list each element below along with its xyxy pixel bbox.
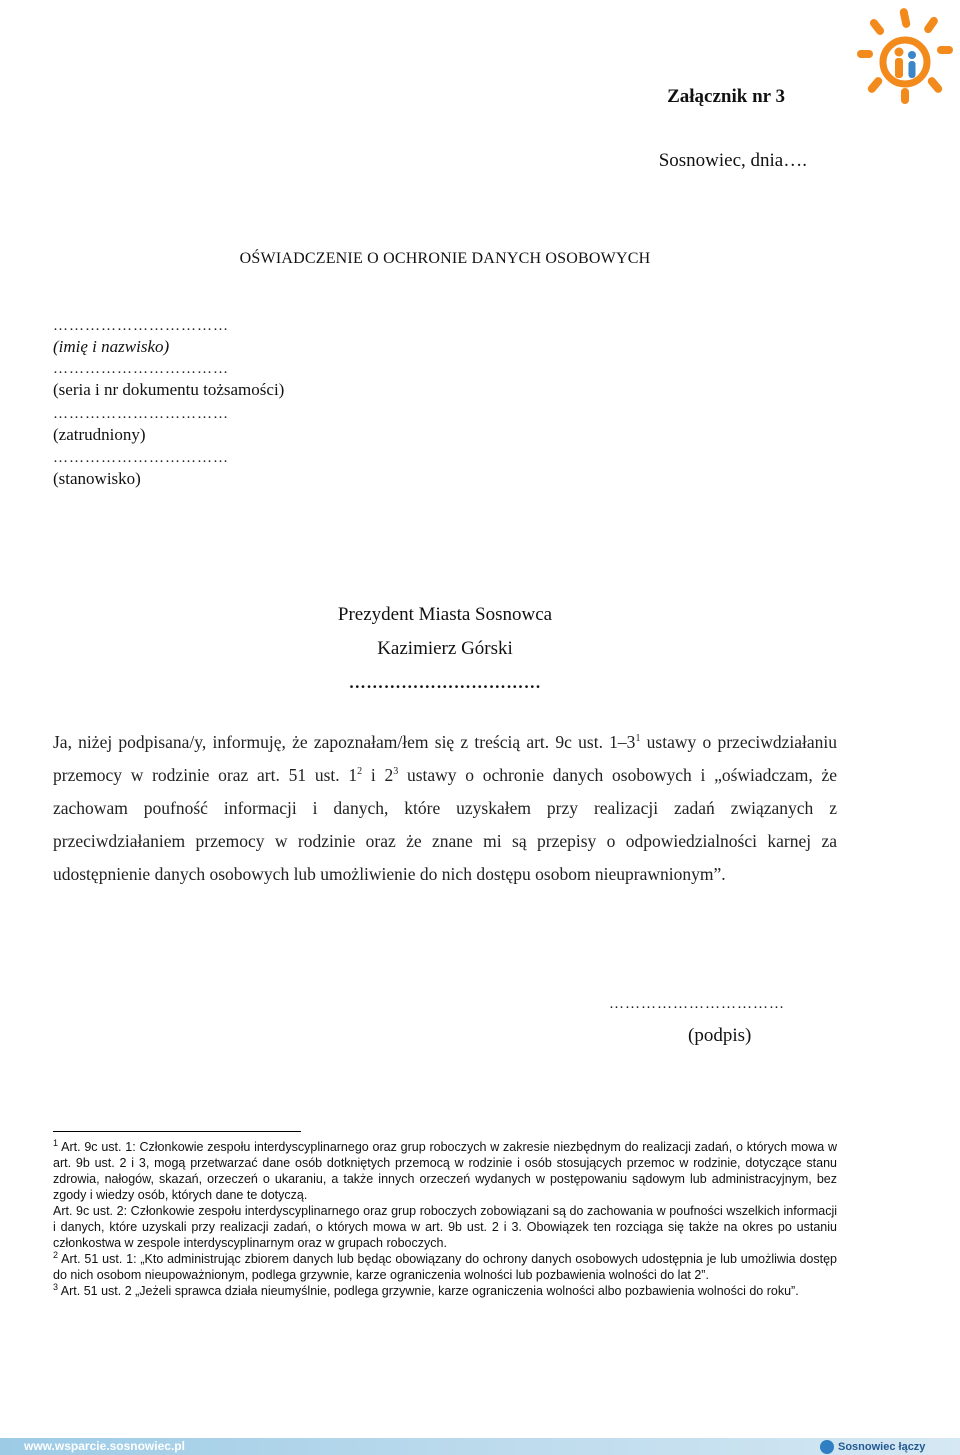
declaration-text-1: Ja, niżej podpisana/y, informuję, że zapoznałam/łem się z treścią art. 9c ust. 1–3: [53, 732, 636, 752]
name-caption: (imię i nazwisko): [53, 337, 170, 356]
recipient-dots: ……………………………: [348, 673, 542, 692]
declaration-text-2: ustawy o przeciwdziałaniu przemocy w rodzinie oraz art. 51 ust. 1: [53, 732, 837, 785]
position-dots[interactable]: ……………………………: [53, 450, 229, 466]
id-document-dots[interactable]: ……………………………: [53, 361, 229, 377]
footnote-3-number: 3: [53, 1281, 59, 1292]
footnote-2-text: Art. 51 ust. 1: „Kto administrując zbiorem danych lub będąc obowiązany do ochrony danych osobowych udostępnia je lub umożliwia dostęp do nich osobom nieupoważnionym, podlega grzywnie, karze ograniczenia wolności lub pozbawienia wolności do lat 2”.: [53, 1252, 837, 1282]
footnote-separator: [53, 1131, 301, 1132]
attachment-label: Załącznik nr 3: [667, 86, 785, 107]
footnote-3: [53, 1283, 837, 1299]
sun-with-figures-logo: [855, 6, 955, 106]
recipient-title: Prezydent Miasta Sosnowca: [337, 604, 553, 625]
city-brand-icon: [820, 1440, 834, 1454]
signature-label: (podpis): [688, 1025, 752, 1046]
footnote-ref-2: 2: [357, 766, 363, 778]
employer-caption: (zatrudniony): [53, 425, 146, 444]
employer-dots[interactable]: ……………………………: [53, 406, 229, 422]
name-dots[interactable]: ……………………………: [53, 318, 229, 334]
position-caption: (stanowisko): [53, 469, 141, 488]
footnote-ref-1: 1: [635, 733, 641, 745]
declaration-text-3: i 2: [362, 765, 394, 785]
footnote-3-text: Art. 51 ust. 2 „Jeżeli sprawca działa nieumyślnie, podlega grzywnie, karze ograniczenia wolności albo pozbawienia wolności do roku”.: [58, 1284, 799, 1298]
footnote-1: [53, 1139, 837, 1203]
footer-brand: [820, 1438, 925, 1455]
id-document-caption: (seria i nr dokumentu tożsamości): [53, 380, 285, 399]
footnotes: [53, 1139, 837, 1299]
declaration-text-4: ustawy o ochronie danych osobowych i „oświadczam, że zachowam poufność informacji i danych, które uzyskałem przy realizacji zadań związanych z przeciwdziałaniem przemocy w rodzinie oraz że znane mi są przepisy o odpowiedzialności karnej za udostępnienie danych osobowych lub umożliwienie do nich dostępu osobom nieuprawnionym”.: [53, 765, 837, 884]
footnote-2-number: 2: [53, 1249, 59, 1260]
place-date: Sosnowiec, dnia….: [658, 150, 807, 171]
footnote-ref-3: 3: [393, 766, 399, 778]
document-title: OŚWIADCZENIE O OCHRONIE DANYCH OSOBOWYCH: [239, 250, 651, 267]
footer-brand-text: Sosnowiec łączy: [838, 1440, 926, 1453]
footnote-2: [53, 1251, 837, 1283]
footnote-1-text: Art. 9c ust. 1: Członkowie zespołu interdyscyplinarnego oraz grup roboczych w zakresie niezbędnym do realizacji zadań, o których mowa w art. 9b ust. 2 i 3, mogą przetwarzać dane osób dotkniętych przemocą w rodzinie i osób stosujących przemoc w rodzinie, dotyczące stanu zdrowia, nałogów, skazań, orzeczeń o ukaraniu, a także innych orzeczeń wydanych w postępowaniu sądowym lub administracyjnym, bez zgody i wiedzy osób, których dane te dotyczą.: [53, 1140, 837, 1202]
footnote-1-number: 1: [53, 1137, 59, 1148]
recipient-name: Kazimierz Górski: [377, 638, 513, 659]
recipient-block: [0, 598, 890, 700]
footnote-1-continuation: Art. 9c ust. 2: Członkowie zespołu interdyscyplinarnego oraz grup roboczych zobowiązani są do zachowania w poufności wszelkich informacji i danych, które uzyskali przy realizacji zadań, o których mowa w art. 9b ust. 2 i 3. Obowiązek ten rozciąga się także na okres po ustaniu członkostwa w zespole interdyscyplinarnym oraz w grupach roboczych.: [53, 1204, 837, 1250]
signature-dots[interactable]: ……………………………: [609, 996, 785, 1012]
footer-url[interactable]: www.wsparcie.sosnowiec.pl: [24, 1439, 185, 1453]
declaration-paragraph: [53, 726, 837, 891]
